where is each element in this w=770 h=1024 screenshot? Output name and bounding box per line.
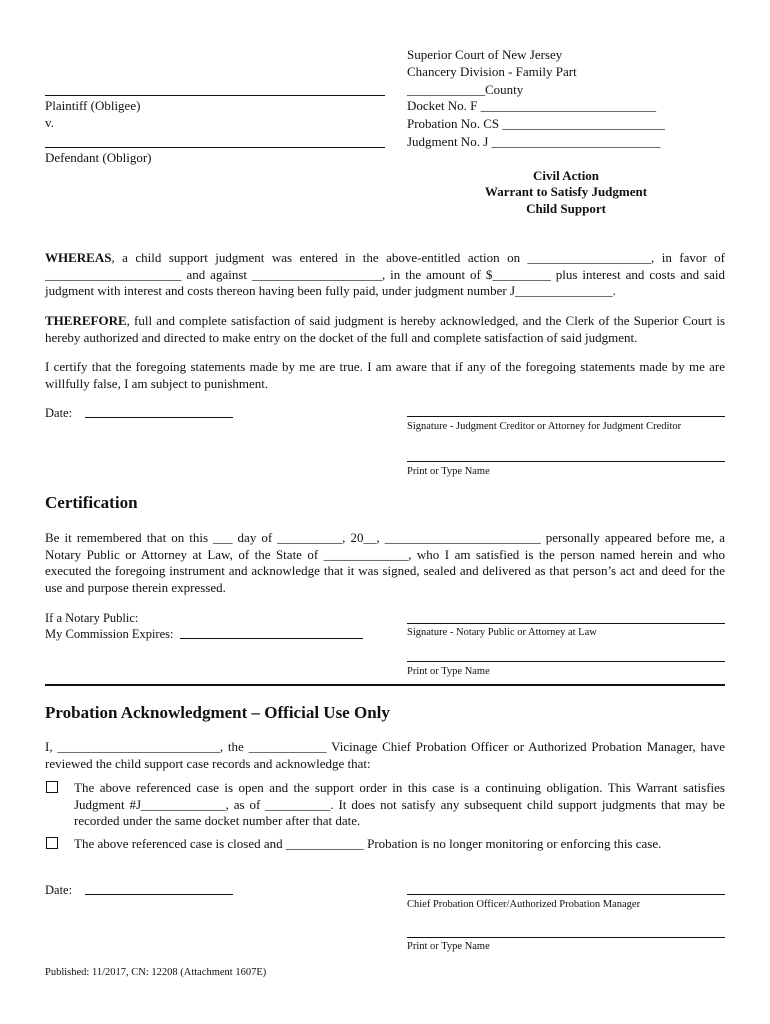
plaintiff-label: Plaintiff (Obligee): [45, 98, 141, 113]
court-division: Chancery Division - Family Part: [407, 64, 577, 79]
print-name-line-3[interactable]: [407, 937, 725, 938]
therefore-lead: THEREFORE: [45, 313, 127, 328]
signature-creditor-label: Signature - Judgment Creditor or Attorney for Judgment Creditor: [407, 421, 682, 432]
print-name-label-2: Print or Type Name: [407, 666, 490, 677]
certify-paragraph: I certify that the foregoing statements made by me are true. I am aware that if any of the foregoing statements made by me are willfully false, I am subject to punishment.: [45, 359, 725, 391]
court-name: Superior Court of New Jersey: [407, 47, 563, 62]
print-name-line-1[interactable]: [407, 461, 725, 462]
certification-heading: Certification: [45, 493, 138, 512]
court-county: ____________County: [407, 82, 524, 97]
signature-line-notary[interactable]: [407, 623, 725, 624]
defendant-label: Defendant (Obligor): [45, 150, 152, 165]
probation-intro: I, _________________________, the ____________ Vicinage Chief Probation Officer or Authorized Probation Manager, have reviewed the child support case records and acknowledge that:: [45, 739, 725, 771]
commission-label: My Commission Expires:: [45, 627, 174, 641]
title-warrant: Warrant to Satisfy Judgment: [484, 184, 648, 199]
date-line-3[interactable]: [85, 894, 233, 895]
probation-heading: Probation Acknowledgment – Official Use Only: [45, 703, 390, 722]
commission-line[interactable]: [180, 638, 363, 639]
defendant-line[interactable]: [45, 147, 385, 148]
whereas-body: , a child support judgment was entered in the above-entitled action on ___________________, in favor of _____________________ and against ____________________, in the amount of $_________ plus interest and costs and said judgment with interest and costs thereon having been fully paid, under judgment number J_______________.: [45, 250, 725, 298]
print-name-label-1: Print or Type Name: [407, 466, 490, 477]
certification-paragraph: Be it remembered that on this ___ day of __________, 20__, ________________________ personally appeared before me, a Notary Public or Attorney at Law, of the State of _____________, who I am satisfied is the person named herein and who executed the foregoing instrument and acknowledge that it was signed, sealed and delivered as that person’s act and deed for the use and purpose therein expressed.: [45, 530, 725, 595]
print-name-label-3: Print or Type Name: [407, 941, 490, 952]
signature-line-creditor[interactable]: [407, 416, 725, 417]
judgment-number[interactable]: Judgment No. J __________________________: [407, 134, 661, 149]
therefore-paragraph: [45, 313, 725, 346]
signature-notary-label: Signature - Notary Public or Attorney at Law: [407, 627, 597, 638]
date-line-1[interactable]: [85, 417, 233, 418]
date-label-1: Date:: [45, 406, 73, 420]
docket-number[interactable]: Docket No. F ___________________________: [407, 98, 657, 113]
plaintiff-line[interactable]: [45, 95, 385, 96]
whereas-paragraph: [45, 250, 725, 300]
checkbox-case-open[interactable]: [46, 781, 58, 793]
notary-label: If a Notary Public:: [45, 611, 139, 625]
signature-line-probation[interactable]: [407, 894, 725, 895]
option-case-open: The above referenced case is open and the support order in this case is a continuing obligation. This Warrant satisfies Judgment #J_____________, as of __________. It does not satisfy any subsequent child support judgments that may be recorded under the same docket number after that date.: [74, 780, 725, 828]
print-name-line-2[interactable]: [407, 661, 725, 662]
section-divider: [45, 684, 725, 686]
option-case-closed: The above referenced case is closed and ____________ Probation is no longer monitoring or enforcing this case.: [74, 836, 662, 851]
checkbox-case-closed[interactable]: [46, 837, 58, 849]
whereas-lead: WHEREAS: [45, 250, 112, 265]
title-child-support: Child Support: [526, 201, 606, 216]
versus-label: v.: [45, 115, 54, 130]
footer-published: Published: 11/2017, CN: 12208 (Attachment 1607E): [45, 967, 267, 978]
therefore-body: , full and complete satisfaction of said judgment is hereby acknowledged, and the Clerk of the Superior Court is hereby authorized and directed to make entry on the docket of the full and complete satisfaction of said judgment.: [45, 313, 725, 345]
signature-probation-label: Chief Probation Officer/Authorized Probation Manager: [407, 899, 641, 910]
title-civil-action: Civil Action: [532, 168, 600, 183]
probation-number[interactable]: Probation No. CS _________________________: [407, 116, 665, 131]
date-label-3: Date:: [45, 883, 73, 897]
